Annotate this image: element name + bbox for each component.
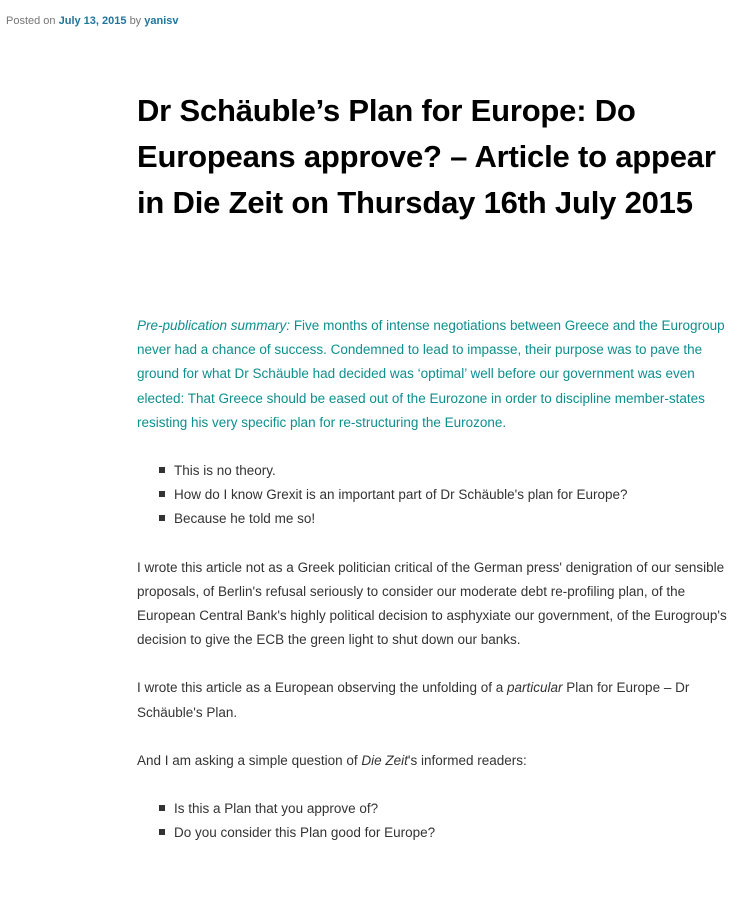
list-item-text: Do you consider this Plan good for Europe?: [174, 825, 436, 841]
para3-after: 's informed readers:: [407, 752, 527, 768]
square-bullet-icon: [159, 491, 165, 497]
post-content: [137, 314, 727, 869]
summary-text: Five months of intense negotiations between Greece and the Eurogroup never had a chance of success. Condemned to lead to impasse, their purpose was to pave the ground for what Dr Schäuble had decided was ‘optimal’ well before our government was even elected: That Greece should be eased out of the Eurozone in order to discipline member-states resisting his very specific plan for re-structuring the Eurozone.: [137, 318, 725, 430]
para2-emphasis: particular: [506, 680, 563, 696]
list-item-text: Because he told me so!: [174, 511, 316, 527]
list-item: [137, 507, 727, 531]
list-item: [137, 483, 727, 507]
paragraph-question: [137, 749, 727, 773]
posted-on-label: Posted on: [6, 15, 56, 27]
para2-before: I wrote this article as a European observing the unfolding of a: [137, 680, 507, 696]
summary-label: Pre-publication summary:: [137, 318, 291, 333]
list-item-text: Is this a Plan that you approve of?: [174, 801, 379, 817]
square-bullet-icon: [159, 467, 165, 473]
square-bullet-icon: [159, 805, 165, 811]
list-item: [137, 459, 727, 483]
square-bullet-icon: [159, 515, 165, 521]
bullet-list-2: [137, 797, 727, 845]
author-link[interactable]: yanisv: [144, 15, 179, 27]
pre-publication-summary: [137, 314, 727, 435]
list-item-text: This is no theory.: [174, 463, 276, 479]
paragraph-greek-politician: I wrote this article not as a Greek politician critical of the German press' denigration of our sensible proposals, of Berlin's refusal seriously to consider our moderate debt re-profiling plan, of the European Central Bank's highly political decision to asphyxiate our government, of the Eurogroup's decision to give the ECB the green light to shut down our banks.: [137, 559, 727, 648]
by-label: by: [129, 15, 142, 27]
paragraph-european-observer: [137, 676, 727, 724]
post-date-link[interactable]: July 13, 2015: [58, 15, 127, 27]
bullet-list-1: [137, 459, 727, 532]
post-meta: [6, 15, 179, 27]
para3-before: And I am asking a simple question of: [137, 752, 362, 768]
square-bullet-icon: [159, 829, 165, 835]
post-title: Dr Schäuble’s Plan for Europe: Do Europeans approve? – Article to appear in Die Zeit on Thursday 16th July 2015: [137, 93, 716, 220]
list-item: [137, 797, 727, 821]
list-item-text: How do I know Grexit is an important part of Dr Schäuble's plan for Europe?: [174, 487, 628, 503]
para3-emphasis: Die Zeit: [361, 752, 408, 768]
para2-after: Plan for Europe – Dr Schäuble's Plan.: [137, 680, 690, 720]
list-item: [137, 821, 727, 845]
